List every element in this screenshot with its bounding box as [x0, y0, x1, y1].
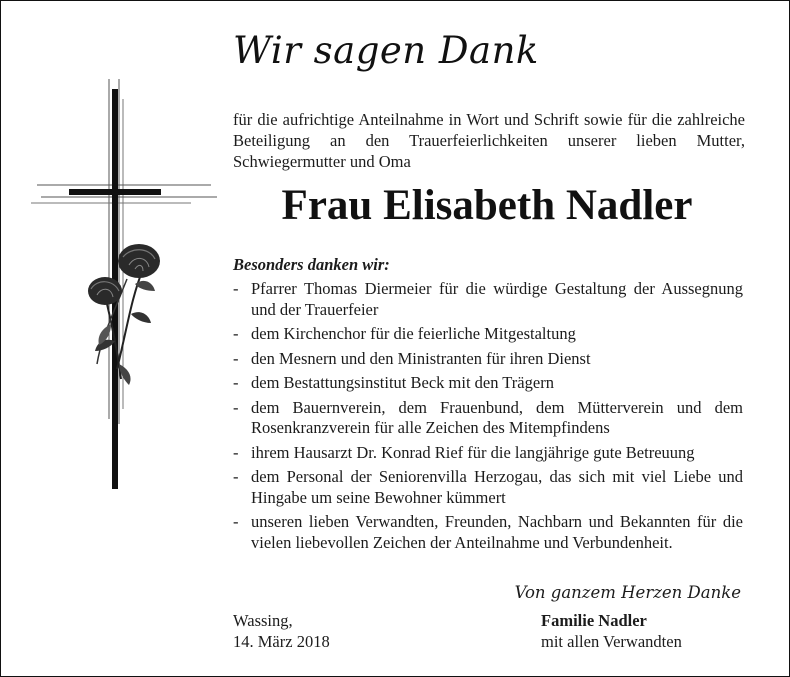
intro-text: für die aufrichtige Anteilnahme in Wort und Schrift sowie für die zahlreiche Beteiligung an den Trauerfeierlichkeiten unserer lieben Mutter, Schwiegermutter und Oma: [233, 110, 745, 171]
deceased-name: Frau Elisabeth Nadler: [281, 182, 693, 229]
thanks-list: [233, 279, 743, 557]
thanks-heading: Besonders danken wir:: [233, 255, 390, 274]
place-date-block: [233, 610, 330, 652]
date: 14. März 2018: [233, 632, 330, 651]
thanks-item: - dem Bauernverein, dem Frauenbund, dem Mütterverein und dem Rosenkranzverein für alle Zeichen des Mitempfindens: [233, 398, 743, 439]
thanks-item: - dem Bestattungsinstitut Beck mit den Trägern: [233, 373, 743, 394]
thanks-item: - Pfarrer Thomas Diermeier für die würdige Gestaltung der Aussegnung und der Trauerfeier: [233, 279, 743, 320]
thanks-item: - ihrem Hausarzt Dr. Konrad Rief für die langjährige gute Betreuung: [233, 443, 743, 464]
cross-icon: [31, 79, 217, 489]
thanks-item: - dem Personal der Seniorenvilla Herzogau, das sich mit viel Liebe und Hingabe um seine Bewohner kümmert: [233, 467, 743, 508]
family-subline: mit allen Verwandten: [541, 632, 682, 651]
thanks-item: - den Mesnern und den Ministranten für ihren Dienst: [233, 349, 743, 370]
roses-icon: [88, 244, 160, 385]
place: Wassing,: [233, 611, 293, 630]
signature-block: [541, 610, 682, 652]
family-name: Familie Nadler: [541, 611, 647, 630]
thanks-item: - dem Kirchenchor für die feierliche Mitgestaltung: [233, 324, 743, 345]
cross-with-roses-artwork: [31, 79, 231, 499]
thanks-item: - unseren lieben Verwandten, Freunden, Nachbarn und Bekannten für die vielen liebevollen Zeichen der Anteilnahme und Verbundenheit.: [233, 512, 743, 553]
notice-title: Wir sagen Dank: [233, 29, 539, 72]
closing-line: Von ganzem Herzen Danke: [514, 583, 741, 602]
